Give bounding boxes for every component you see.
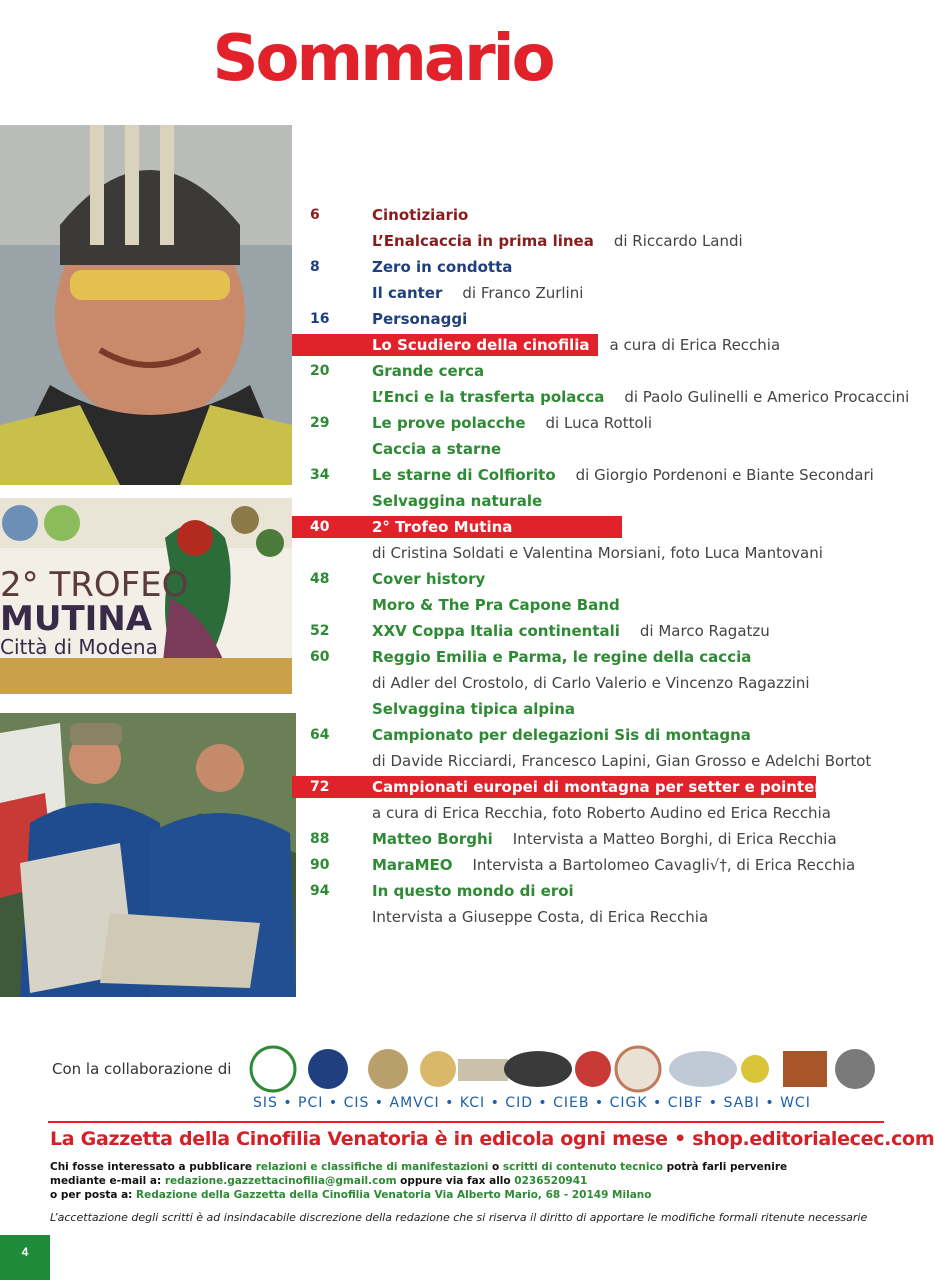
toc-row: [0, 670, 935, 696]
toc-title: MaraMEO: [372, 856, 453, 874]
info-line-3: o per posta a: Redazione della Gazzetta della Cinofilia Venatoria Via Alberto Mario, 68 - 20149 Milano: [50, 1189, 652, 1201]
toc-row: [0, 566, 935, 592]
toc-title: Moro & The Pra Capone Band: [372, 596, 620, 614]
toc-row: [0, 592, 935, 618]
divider: [48, 1121, 884, 1123]
email-link[interactable]: redazione.gazzettacinofilia@gmail.com: [164, 1175, 397, 1187]
toc-author: di Luca Rottoli: [545, 414, 652, 432]
toc-row: [0, 540, 935, 566]
toc-title: Zero in condotta: [372, 258, 513, 276]
toc-entry: [372, 644, 751, 670]
toc-row: [0, 722, 935, 748]
toc-title: Campionato per delegazioni Sis di montagna: [372, 726, 751, 744]
toc-row: [0, 358, 935, 384]
toc-title: Il canter: [372, 284, 443, 302]
toc-row: [0, 488, 935, 514]
toc-entry: [372, 410, 652, 436]
toc-entry: [372, 358, 484, 384]
toc-page-number: 64: [310, 727, 330, 743]
toc-title: Reggio Emilia e Parma, le regine della caccia: [372, 648, 752, 666]
toc-entry: [372, 462, 874, 488]
info-line-2: mediante e-mail a: redazione.gazzettacinofilia@gmail.com oppure via fax allo 0236520941: [50, 1175, 588, 1187]
toc-title: Le prove polacche: [372, 414, 526, 432]
toc-title: Cover history: [372, 570, 486, 588]
toc-entry: [372, 722, 751, 748]
toc-row: [0, 436, 935, 462]
page-number: 4: [0, 1235, 50, 1280]
toc-title: XXV Coppa Italia continentali: [372, 622, 620, 640]
toc-row: [0, 254, 935, 280]
toc-page-number: 88: [310, 831, 330, 847]
toc-row: [0, 410, 935, 436]
toc-entry: [372, 228, 743, 254]
toc-author: di Marco Ragatzu: [639, 622, 770, 640]
toc-author: di Adler del Crostolo, di Carlo Valerio e Vincenzo Ragazzini: [372, 674, 810, 692]
toc-title: In questo mondo di eroi: [372, 882, 574, 900]
toc-entry: [372, 748, 871, 774]
banner: La Gazzetta della Cinofilia Venatoria è in edicola ogni mese • shop.editorialecec.com: [50, 1128, 935, 1150]
toc-title: Matteo Borghi: [372, 830, 493, 848]
toc-row: [0, 748, 935, 774]
toc-page-number: 90: [310, 857, 330, 873]
toc-row: [0, 384, 935, 410]
poster-line3: Città di Modena: [0, 635, 158, 659]
toc-entry: [372, 592, 620, 618]
toc-title: Lo Scudiero della cinofilia: [372, 336, 590, 354]
toc-page-number: 20: [310, 363, 330, 379]
toc-title: Selvaggina tipica alpina: [372, 700, 576, 718]
toc-page-number: 72: [310, 779, 330, 795]
toc-author: di Riccardo Landi: [613, 232, 743, 250]
toc-author: Intervista a Matteo Borghi, di Erica Recchia: [512, 830, 837, 848]
toc-row: [0, 800, 935, 826]
toc-entry: [372, 254, 512, 280]
toc-page-number: 29: [310, 415, 330, 431]
toc-author: di Davide Ricciardi, Francesco Lapini, Gian Grosso e Adelchi Bortot: [372, 752, 872, 770]
toc-row: [0, 306, 935, 332]
toc-title: Caccia a starne: [372, 440, 502, 458]
toc-author: Intervista a Bartolomeo Cavagli√†, di Erica Recchia: [472, 856, 856, 874]
toc-row: [0, 826, 935, 852]
toc-row: [0, 878, 935, 904]
toc-entry: [372, 202, 468, 228]
toc-page-number: 60: [310, 649, 330, 665]
collab-label: Con la collaborazione di: [52, 1060, 232, 1078]
toc-row: [0, 904, 935, 930]
toc-row: [0, 280, 935, 306]
toc-entry: [372, 878, 574, 904]
toc-title: L’Enalcaccia in prima linea: [372, 232, 594, 250]
toc-author: di Giorgio Pordenoni e Biante Secondari: [575, 466, 874, 484]
toc-row: [0, 462, 935, 488]
toc-row: [0, 228, 935, 254]
toc-author: di Franco Zurlini: [462, 284, 584, 302]
toc-entry: [372, 774, 822, 800]
toc-entry: [372, 800, 831, 826]
toc-row: [0, 852, 935, 878]
toc-entry: [372, 488, 542, 514]
toc-page-number: 48: [310, 571, 330, 587]
toc-page-number: 52: [310, 623, 330, 639]
toc-author: a cura di Erica Recchia, foto Roberto Audino ed Erica Recchia: [372, 804, 831, 822]
toc-row: [0, 696, 935, 722]
toc-entry: [372, 618, 770, 644]
toc-entry: [372, 436, 501, 462]
toc-entry: [372, 826, 837, 852]
toc-row: [0, 332, 935, 358]
toc-author: a cura di Erica Recchia: [609, 336, 781, 354]
toc-author: Intervista a Giuseppe Costa, di Erica Recchia: [372, 908, 709, 926]
toc-entry: [372, 306, 467, 332]
toc-row: [0, 618, 935, 644]
page-title: Sommario: [212, 22, 553, 96]
toc-entry: [372, 540, 823, 566]
poster-line2: MUTINA: [0, 599, 153, 639]
partner-logos: [243, 1045, 883, 1093]
toc-title: L’Enci e la trasferta polacca: [372, 388, 605, 406]
toc-entry: [372, 332, 780, 358]
toc-title: Grande cerca: [372, 362, 485, 380]
toc-author: di Paolo Gulinelli e Americo Procaccini: [624, 388, 910, 406]
toc-title: Selvaggina naturale: [372, 492, 543, 510]
toc-row: [0, 774, 935, 800]
toc-entry: [372, 696, 575, 722]
info-line-1: Chi fosse interessato a pubblicare relazioni e classifiche di manifestazioni o scritti di contenuto tecnico potrà farli pervenire: [50, 1161, 788, 1173]
toc-page-number: 6: [310, 207, 320, 223]
toc-row: [0, 644, 935, 670]
toc-row: [0, 202, 935, 228]
toc-page-number: 34: [310, 467, 330, 483]
toc-row: [0, 514, 935, 540]
toc-entry: [372, 280, 583, 306]
toc-page-number: 16: [310, 311, 330, 327]
disclaimer: L’accettazione degli scritti è ad insindacabile discrezione della redazione che si riserva il diritto di apportare le modifiche formali ritenute necessarie: [50, 1211, 868, 1224]
toc-entry: [372, 852, 855, 878]
toc-author: di Cristina Soldati e Valentina Morsiani, foto Luca Mantovani: [372, 544, 823, 562]
toc-title: Campionati europei di montagna per setter e pointer: [372, 778, 822, 796]
toc-title: 2° Trofeo Mutina: [372, 518, 513, 536]
partner-abbreviations: SIS • PCI • CIS • AMVCI • KCI • CID • CIEB • CIGK • CIBF • SABI • WCI: [253, 1095, 811, 1111]
table-of-contents: [0, 202, 935, 930]
poster-line1: 2° TROFEO: [0, 565, 189, 605]
toc-title: Personaggi: [372, 310, 468, 328]
toc-page-number: 8: [310, 259, 320, 275]
toc-page-number: 40: [310, 519, 330, 535]
toc-entry: [372, 670, 810, 696]
toc-title: Cinotiziario: [372, 206, 469, 224]
toc-title: Le starne di Colfiorito: [372, 466, 556, 484]
toc-entry: [372, 566, 485, 592]
toc-entry: [372, 384, 909, 410]
toc-entry: [372, 514, 512, 540]
toc-page-number: 94: [310, 883, 330, 899]
toc-entry: [372, 904, 708, 930]
